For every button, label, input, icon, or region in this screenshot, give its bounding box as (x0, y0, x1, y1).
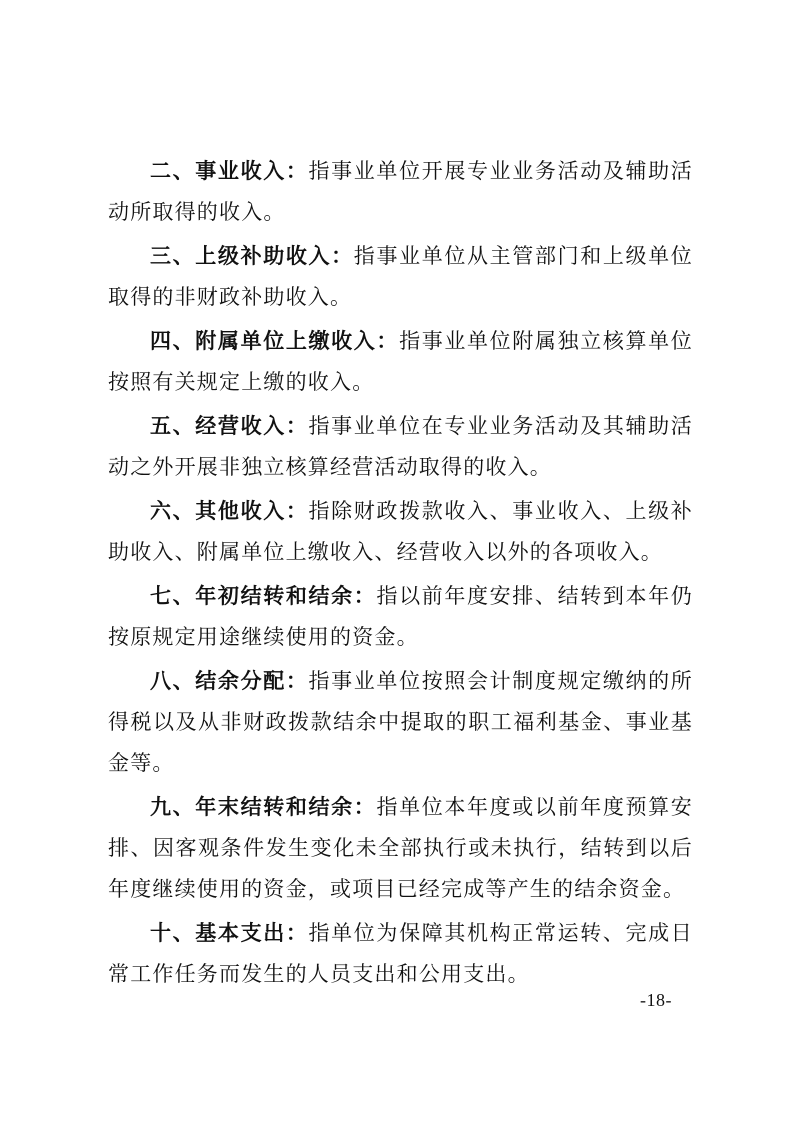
page-number: -18- (640, 990, 672, 1010)
paragraph-business-income (108, 151, 693, 233)
term-heading: 三、上级补助收入： (150, 244, 354, 268)
term-definition: 指除财政拨款收入、事业收入、上级补助收入、附属单位上缴收入、经营收入以外的各项收入。 (108, 499, 693, 564)
paragraph-closing-carryover (108, 787, 693, 910)
term-definition: 指事业单位从主管部门和上级单位取得的非财政补助收入。 (108, 244, 693, 309)
term-heading: 四、附属单位上缴收入： (150, 329, 400, 353)
term-heading: 七、年初结转和结余： (150, 584, 377, 608)
term-definition: 指事业单位附属独立核算单位按照有关规定上缴的收入。 (108, 329, 693, 394)
paragraph-superior-subsidy-income (108, 236, 693, 318)
term-heading: 八、结余分配： (150, 669, 309, 693)
term-definition: 指单位为保障其机构正常运转、完成日常工作任务而发生的人员支出和公用支出。 (108, 921, 693, 986)
paragraph-basic-expenditure (108, 913, 693, 995)
term-heading: 六、其他收入： (150, 499, 309, 523)
term-heading: 二、事业收入： (150, 159, 309, 183)
paragraph-surplus-distribution (108, 661, 693, 784)
document-body (108, 151, 693, 998)
paragraph-affiliated-unit-income (108, 321, 693, 403)
term-heading: 九、年末结转和结余： (150, 795, 377, 819)
term-definition: 指单位本年度或以前年度预算安排、因客观条件发生变化未全部执行或未执行，结转到以后年度继续使用的资金，或项目已经完成等产生的结余资金。 (108, 795, 693, 901)
term-definition: 指以前年度安排、结转到本年仍按原规定用途继续使用的资金。 (108, 584, 693, 649)
term-heading: 十、基本支出： (150, 921, 309, 945)
term-heading: 五、经营收入： (150, 414, 309, 438)
term-definition: 指事业单位按照会计制度规定缴纳的所得税以及从非财政拨款结余中提取的职工福利基金、事业基金等。 (108, 669, 693, 775)
term-definition: 指事业单位在专业业务活动及其辅助活动之外开展非独立核算经营活动取得的收入。 (108, 414, 693, 479)
paragraph-operating-income (108, 406, 693, 488)
term-definition: 指事业单位开展专业业务活动及辅助活动所取得的收入。 (108, 159, 693, 224)
paragraph-opening-carryover (108, 576, 693, 658)
paragraph-other-income (108, 491, 693, 573)
